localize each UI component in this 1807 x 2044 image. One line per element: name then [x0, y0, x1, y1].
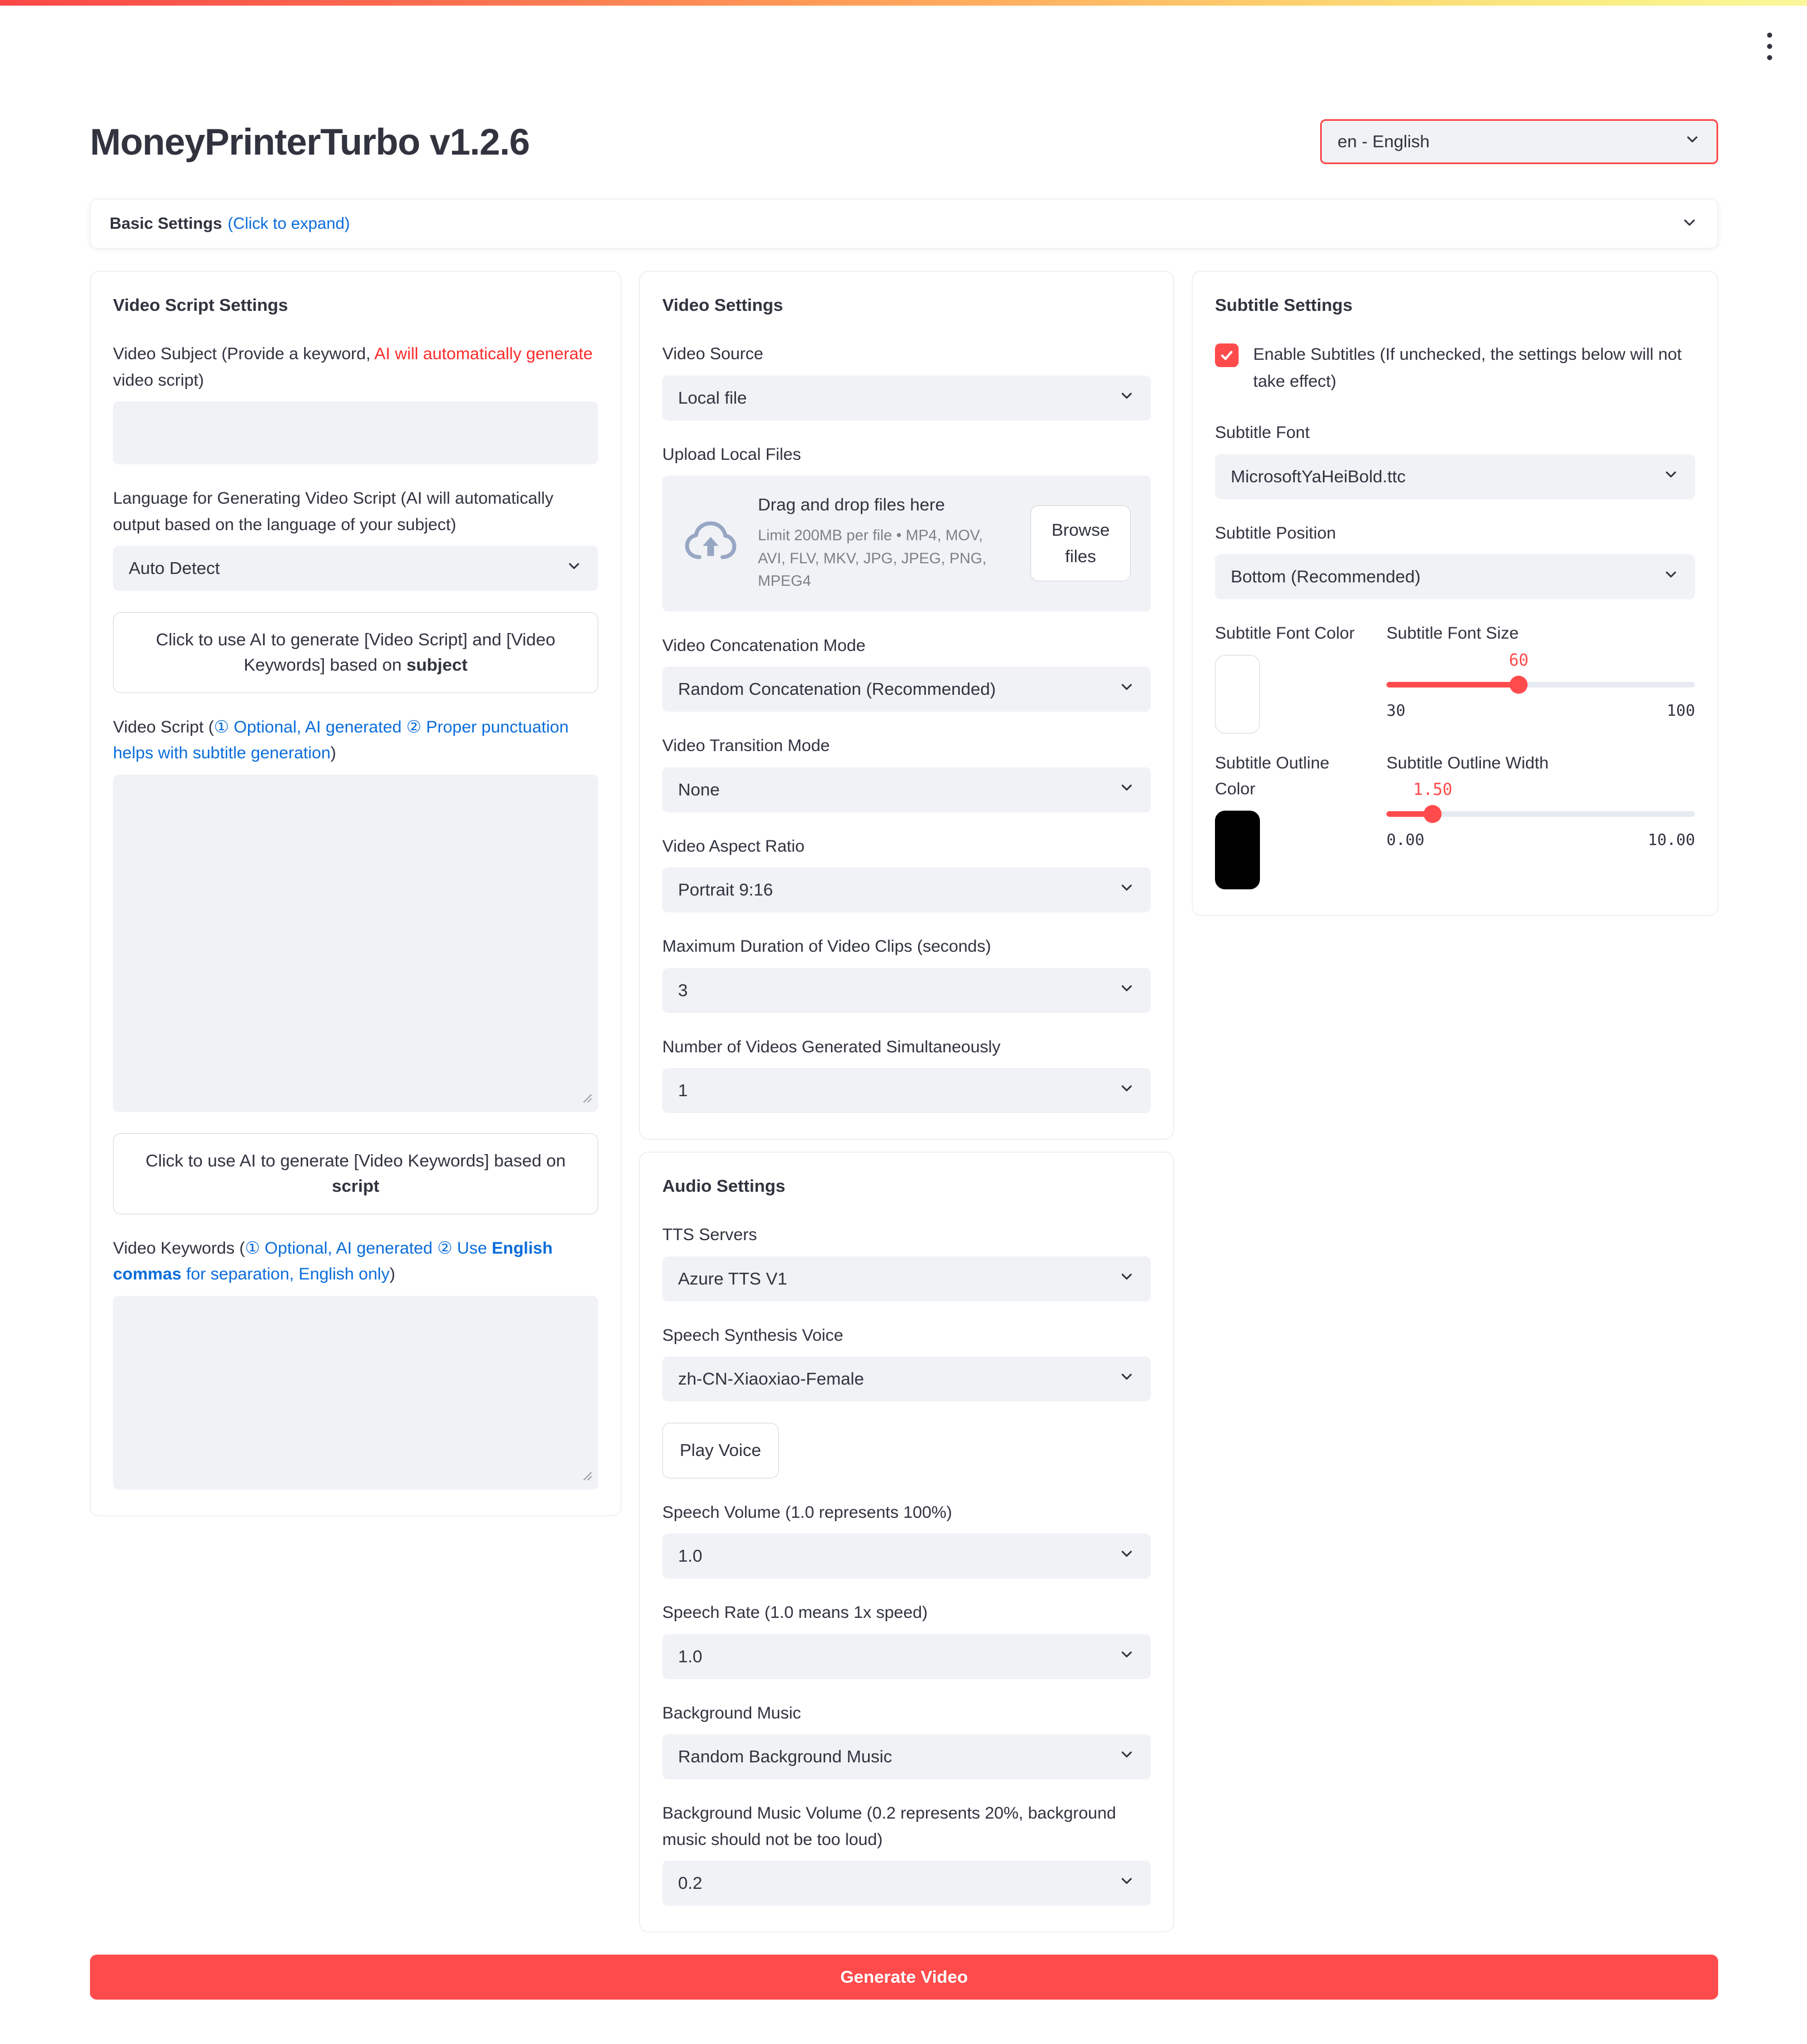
chevron-down-icon	[1118, 1873, 1135, 1894]
chevron-down-icon	[1118, 1746, 1135, 1767]
transition-mode-field: Video Transition Mode None	[662, 733, 1151, 812]
subtitle-settings-title: Subtitle Settings	[1215, 295, 1353, 315]
script-language-field	[113, 486, 598, 591]
video-keywords-field	[113, 1236, 598, 1490]
video-settings-card	[639, 271, 1174, 1139]
chevron-down-icon	[1118, 879, 1135, 901]
voice-field: Speech Synthesis Voice zh-CN-Xiaoxiao-Female	[662, 1323, 1151, 1402]
outline-color-swatch[interactable]	[1215, 811, 1260, 889]
header	[90, 119, 1718, 164]
video-script-textarea[interactable]	[113, 775, 598, 1112]
simultaneous-select[interactable]: 1	[662, 1068, 1151, 1113]
video-source-select[interactable]: Local file	[662, 376, 1151, 420]
keywords-label-link[interactable]: ① Optional, AI generated ② Use English commas for separation, English only	[113, 1238, 553, 1284]
bgm-volume-select[interactable]: 0.2	[662, 1861, 1151, 1906]
video-keywords-textarea[interactable]	[113, 1296, 598, 1490]
video-subject-field	[113, 341, 598, 464]
play-voice-button[interactable]: Play Voice	[662, 1423, 779, 1478]
audio-settings-title: Audio Settings	[662, 1176, 785, 1196]
slider-value: 60	[1508, 650, 1529, 670]
script-language-label: Language for Generating Video Script (AI will automatically output based on the language of your subject)	[113, 489, 554, 534]
generate-video-button[interactable]: Generate Video	[90, 1955, 1718, 2000]
chevron-down-icon	[1118, 779, 1135, 801]
max-duration-select[interactable]: 3	[662, 968, 1151, 1013]
slider-fill	[1386, 682, 1519, 688]
cloud-upload-icon	[683, 520, 739, 567]
speech-volume-select[interactable]: 1.0	[662, 1534, 1151, 1579]
play-voice-field	[662, 1423, 1151, 1478]
dropzone-title: Drag and drop files here	[758, 495, 945, 514]
chevron-down-icon	[1118, 679, 1135, 700]
script-language-select[interactable]: Auto Detect	[113, 546, 598, 591]
expander-title: Basic Settings	[110, 214, 222, 233]
tts-servers-field: TTS Servers Azure TTS V1	[662, 1222, 1151, 1301]
page-title: MoneyPrinterTurbo v1.2.6	[90, 121, 530, 162]
chevron-down-icon	[1118, 1268, 1135, 1290]
video-settings-title: Video Settings	[662, 295, 783, 315]
tts-servers-select[interactable]: Azure TTS V1	[662, 1256, 1151, 1301]
slider-thumb[interactable]	[1510, 676, 1528, 694]
chevron-down-icon	[1118, 1545, 1135, 1567]
generate-keywords-button[interactable]: Click to use AI to generate [Video Keywords] based on script	[113, 1133, 598, 1214]
slider-track[interactable]	[1386, 811, 1695, 817]
video-source-field: Video Source Local file	[662, 341, 1151, 420]
resize-grip-icon[interactable]	[580, 1469, 593, 1484]
enable-subtitles-checkbox-row[interactable]	[1215, 341, 1695, 395]
red-hint-text: AI will automatically generate	[374, 345, 593, 363]
resize-grip-icon[interactable]	[580, 1091, 593, 1106]
language-select[interactable]	[1320, 119, 1718, 164]
video-script-settings-title: Video Script Settings	[113, 295, 288, 315]
slider-value: 1.50	[1413, 780, 1453, 799]
bgm-volume-field: Background Music Volume (0.2 represents 20%, background music should not be too loud) 0.2	[662, 1801, 1151, 1906]
font-color-swatch[interactable]	[1215, 655, 1260, 734]
aspect-ratio-field: Video Aspect Ratio Portrait 9:16	[662, 834, 1151, 913]
chevron-down-icon	[1684, 131, 1701, 152]
basic-settings-expander[interactable]	[90, 199, 1718, 248]
slider-min: 30	[1386, 700, 1406, 720]
video-script-settings-card	[90, 271, 621, 1516]
slider-min: 0.00	[1386, 830, 1425, 849]
video-keywords-label: Video Keywords (① Optional, AI generated ② Use English commas for separation, English only)	[113, 1238, 553, 1284]
generate-keywords-field	[113, 1133, 598, 1214]
font-color-size-row	[1215, 621, 1695, 734]
chevron-down-icon	[1118, 1646, 1135, 1667]
speech-rate-field: Speech Rate (1.0 means 1x speed) 1.0	[662, 1600, 1151, 1679]
chevron-down-icon	[566, 558, 582, 579]
upload-field: Upload Local Files Drag and drop files here Limit 200MB per file • MP4, MOV, AVI, FLV, MKV, JPG, JPEG, PNG, MPEG4 Browse files	[662, 442, 1151, 612]
subtitle-font-color-field: Subtitle Font Color	[1215, 621, 1358, 734]
checkbox-checked-icon[interactable]	[1215, 343, 1239, 367]
slider-track[interactable]	[1386, 682, 1695, 688]
script-label-link[interactable]: ① Optional, AI generated ② Proper punctuation helps with subtitle generation	[113, 717, 569, 763]
enable-subtitles-label: Enable Subtitles (If unchecked, the settings below will not take effect)	[1253, 345, 1682, 391]
chevron-down-icon	[1663, 566, 1679, 587]
concat-mode-select[interactable]: Random Concatenation (Recommended)	[662, 667, 1151, 712]
chevron-down-icon	[1118, 1080, 1135, 1101]
outline-color-width-row	[1215, 750, 1695, 889]
subtitle-font-field: Subtitle Font MicrosoftYaHeiBold.ttc	[1215, 420, 1695, 499]
video-script-label: Video Script (① Optional, AI generated ② Proper punctuation helps with subtitle generation)	[113, 717, 569, 763]
voice-select[interactable]: zh-CN-Xiaoxiao-Female	[662, 1356, 1151, 1401]
max-duration-field: Maximum Duration of Video Clips (seconds) 3	[662, 934, 1151, 1013]
transition-mode-select[interactable]: None	[662, 767, 1151, 812]
expander-hint-link[interactable]: (Click to expand)	[227, 214, 350, 233]
language-select-value: en - English	[1338, 132, 1430, 151]
file-dropzone[interactable]	[662, 476, 1151, 612]
bgm-field: Background Music Random Background Music	[662, 1701, 1151, 1780]
chevron-down-icon	[1663, 466, 1679, 487]
column-video-audio	[639, 271, 1174, 1932]
kebab-menu-icon[interactable]	[1767, 33, 1772, 60]
subtitle-outline-width-field: Subtitle Outline Width 1.50 0.00 10.00	[1386, 753, 1695, 849]
chevron-down-icon	[1680, 214, 1698, 234]
video-subject-input[interactable]	[113, 401, 598, 464]
video-script-field	[113, 715, 598, 1112]
simultaneous-field: Number of Videos Generated Simultaneously 1	[662, 1034, 1151, 1114]
subtitle-font-select[interactable]: MicrosoftYaHeiBold.ttc	[1215, 454, 1695, 499]
aspect-ratio-select[interactable]: Portrait 9:16	[662, 867, 1151, 912]
bgm-select[interactable]: Random Background Music	[662, 1734, 1151, 1779]
subtitle-font-size-field: Subtitle Font Size 60 30 100	[1386, 624, 1695, 720]
main-container	[90, 0, 1718, 2000]
slider-max: 100	[1666, 700, 1695, 720]
chevron-down-icon	[1118, 1368, 1135, 1390]
audio-settings-card	[639, 1152, 1174, 1932]
concat-mode-field: Video Concatenation Mode Random Concatenation (Recommended)	[662, 633, 1151, 712]
generate-script-field	[113, 612, 598, 693]
video-subject-label: Video Subject (Provide a keyword, AI will automatically generate video script)	[113, 345, 593, 390]
column-subtitle	[1192, 271, 1718, 916]
browse-files-button[interactable]: Browse files	[1031, 505, 1131, 581]
column-video-script	[90, 271, 621, 1516]
font-size-slider	[1386, 650, 1695, 720]
chevron-down-icon	[1118, 980, 1135, 1001]
settings-grid	[90, 271, 1718, 1932]
subtitle-position-select[interactable]: Bottom (Recommended)	[1215, 554, 1695, 599]
subtitle-settings-card	[1192, 271, 1718, 916]
speech-volume-field: Speech Volume (1.0 represents 100%) 1.0	[662, 1500, 1151, 1579]
subtitle-position-field: Subtitle Position Bottom (Recommended)	[1215, 521, 1695, 600]
subtitle-outline-color-field: Subtitle Outline Color	[1215, 750, 1358, 889]
speech-rate-select[interactable]: 1.0	[662, 1634, 1151, 1679]
chevron-down-icon	[1118, 387, 1135, 409]
dropzone-hint: Limit 200MB per file • MP4, MOV, AVI, FLV, MKV, JPG, JPEG, PNG, MPEG4	[758, 527, 987, 589]
generate-script-keywords-button[interactable]: Click to use AI to generate [Video Script] and [Video Keywords] based on subject	[113, 612, 598, 693]
outline-width-slider	[1386, 780, 1695, 849]
slider-max: 10.00	[1647, 830, 1695, 849]
slider-thumb[interactable]	[1424, 805, 1442, 823]
